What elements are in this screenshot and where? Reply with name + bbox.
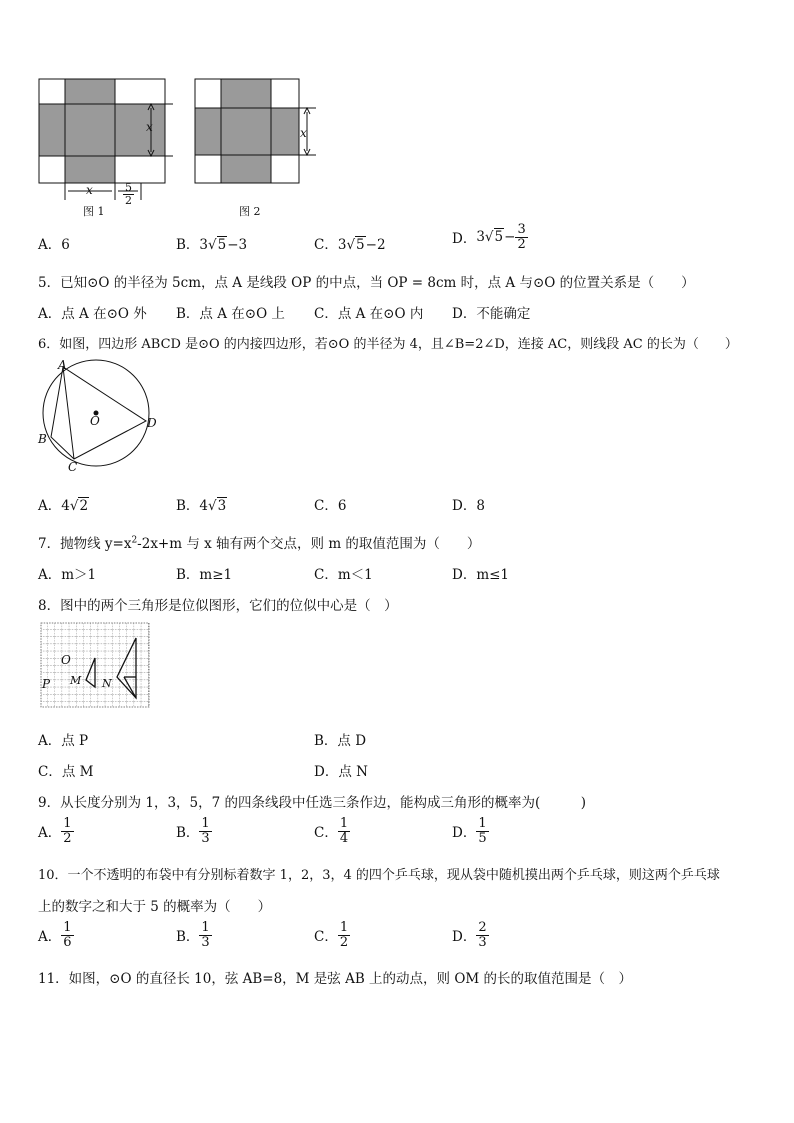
fig1-x-bottom-label: x <box>86 183 93 197</box>
q6-label-c: C <box>68 460 78 474</box>
q6-option-d: D．8 <box>452 498 485 514</box>
q9-stem: 9．从长度分别为 1，3，5，7 的四条线段中任选三条作边，能构成三角形的概率为( ) <box>38 795 587 811</box>
q4-option-b: B．3√5−3 <box>176 237 248 253</box>
q6-option-c: C．6 <box>314 498 347 514</box>
q8-label-m: M <box>70 674 82 687</box>
q8-label-o: O <box>61 653 71 667</box>
q10-option-b: B． $\frac{1}{3}$ <box>176 920 210 950</box>
q7-option-d: D．m≤1 <box>452 567 510 583</box>
q6-label-a: A <box>58 358 67 372</box>
q7-option-c: C．m＜1 <box>314 567 373 583</box>
fig1-caption: 图 1 <box>83 205 105 218</box>
q8-option-b: B．点 D <box>314 733 367 749</box>
fig1-x-right-label: x <box>146 120 153 134</box>
q5-option-a: A．点 A 在⊙O 外 <box>38 306 147 322</box>
q5-option-d: D．不能确定 <box>452 306 531 322</box>
q6-option-b: B．4√3 <box>176 498 227 514</box>
q4-option-c: C．3√5−2 <box>314 237 386 253</box>
q6-label-o: O <box>90 414 100 428</box>
q6-label-d: D <box>147 416 157 430</box>
q8-label-n: N <box>102 677 112 690</box>
q7-stem: 7．抛物线 $y=x^2-2x+m$ 与 x 轴有两个交点，则 m 的取值范围为（ ） <box>38 535 481 552</box>
q8-stem: 8．图中的两个三角形是位似图形，它们的位似中心是（ ） <box>38 598 398 614</box>
q5-option-b: B．点 A 在⊙O 上 <box>176 306 285 322</box>
fig2-x-label: x <box>300 126 307 140</box>
q8-option-a: A．点 P <box>38 733 89 749</box>
q5-option-c: C．点 A 在⊙O 内 <box>314 306 424 322</box>
q10-stem-line2: 上的数字之和大于 5 的概率为（ ） <box>38 899 272 915</box>
q9-option-d: D． $\frac{1}{5}$ <box>452 816 487 846</box>
q9-option-b: B． $\frac{1}{3}$ <box>176 816 210 846</box>
q9-option-a: A． $\frac{1}{2}$ <box>38 816 72 846</box>
fig1-fraction-label: $\frac{5}{2}$ <box>125 181 132 207</box>
q5-stem: 5．已知⊙O 的半径为 5cm，点 A 是线段 OP 的中点，当 OP = 8cm 时，点 A 与⊙O 的位置关系是（ ） <box>38 275 695 291</box>
q8-label-p: P <box>42 677 51 691</box>
q8-option-c: C．点 M <box>38 764 94 780</box>
q9-option-c: C． $\frac{1}{4}$ <box>314 816 349 846</box>
q7-option-a: A．m＞1 <box>38 567 97 583</box>
q6-option-a: A．4√2 <box>38 498 89 514</box>
q11-stem: 11．如图，⊙O 的直径长 10，弦 AB=8，M 是弦 AB 上的动点，则 OM 的长的取值范围是（ ） <box>38 971 633 987</box>
q4-option-a: A．6 <box>38 237 70 253</box>
q10-option-d: D． $\frac{2}{3}$ <box>452 920 487 950</box>
q10-stem-line1: 10．一个不透明的布袋中有分别标着数字 1，2，3，4 的四个乒乓球，现从袋中随机摸出两个乒乓球，则这两个乒乓球 <box>38 868 720 883</box>
q10-option-c: C． $\frac{1}{2}$ <box>314 920 349 950</box>
q8-option-d: D．点 N <box>314 764 368 780</box>
q8-grid-figure <box>40 622 150 708</box>
figure-1 <box>38 78 178 218</box>
q10-option-a: A． $\frac{1}{6}$ <box>38 920 72 950</box>
q6-stem: 6．如图，四边形 ABCD 是⊙O 的内接四边形，若⊙O 的半径为 4，且∠B=2∠D，连接 AC，则线段 AC 的长为（ ） <box>38 337 738 352</box>
q7-option-b: B．m≥1 <box>176 567 233 583</box>
fig2-caption: 图 2 <box>239 205 261 218</box>
q4-option-d: D．3√5− $\frac{3}{2}$ <box>452 222 526 252</box>
q6-label-b: B <box>38 432 47 446</box>
